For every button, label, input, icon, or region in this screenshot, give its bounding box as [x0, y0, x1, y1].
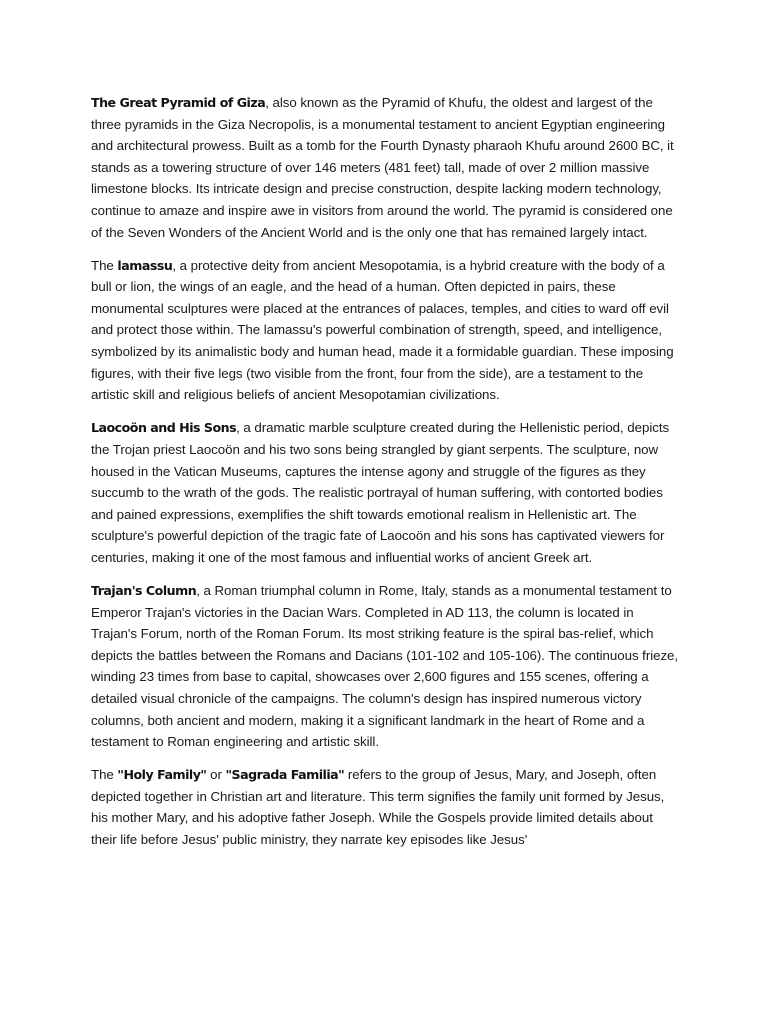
paragraph-text: , a Roman triumphal column in Rome, Italy, stands as a monumental testament to Emperor Trajan's victories in the Dacian Wars. Completed in AD 113, the column is located in Trajan's Forum, north of the Roman Forum. Its most striking feature is the spiral bas-relief, which depicts the battles between the Romans and Dacians (101-102 and 105-106). The continuous frieze, winding 23 times from base to capital, showcases over 2,600 figures and 155 scenes, offering a detailed visual chronicle of the campaigns. The column's design has inspired numerous victory columns, both ancient and modern, making it a significant landmark in the heart of Rome and a testament to Roman engineering and artistic skill.: [91, 582, 679, 750]
paragraph-laocoon: [91, 417, 679, 568]
document-page: [91, 92, 679, 862]
paragraph-text: refers to the group of Jesus, Mary, and Joseph, often depicted together in Christian art and literature. This term signifies the family unit formed by Jesus, his mother Mary, and his adoptive father Joseph. While the Gospels provide limited details about their life before Jesus' public ministry, they narrate key episodes like Jesus': [91, 767, 665, 847]
paragraph-text: , a dramatic marble sculpture created during the Hellenistic period, depicts the Trojan priest Laocoön and his two sons being strangled by giant serpents. The sculpture, now housed in the Vatican Museums, captures the intense agony and struggle of the figures as they succumb to the wrath of the gods. The realistic portrayal of human suffering, with contorted bodies and pained expressions, exemplifies the shift towards emotional realism in Hellenistic art. The sculpture's powerful depiction of the tragic fate of Laocoön and his sons has captivated viewers for centuries, making it one of the most famous and influential works of ancient Greek art.: [91, 420, 670, 565]
term-heading: lamassu: [117, 257, 173, 273]
term-heading: The Great Pyramid of Giza: [91, 95, 266, 110]
paragraph-text: , a protective deity from ancient Mesopotamia, is a hybrid creature with the body of a bull or lion, the wings of an eagle, and the head of a human. Often depicted in pairs, these monumental sculptures were placed at the entrances of palaces, temples, and cities to ward off evil and protect those within. The lamassu's powerful combination of strength, speed, and intelligence, symbolized by its animalistic body and human head, made it a formidable guardian. These imposing figures, with their five legs (two visible from the front, four from the side), are a testament to the artistic skill and religious beliefs of ancient Mesopotamian civilizations.: [91, 257, 674, 403]
paragraph-trajans-column: [91, 580, 679, 753]
paragraph-text: or: [206, 767, 226, 783]
paragraph-text: , also known as the Pyramid of Khufu, the oldest and largest of the three pyramids in the Giza Necropolis, is a monumental testament to ancient Egyptian engineering and architectural prowess. Built as a tomb for the Fourth Dynasty pharaoh Khufu around 2600 BC, it stands as a towering structure of over 146 meters (481 feet) tall, made of over 2 million massive limestone blocks. Its intricate design and precise construction, despite lacking modern technology, continue to amaze and inspire awe in visitors from around the world. The pyramid is considered one of the Seven Wonders of the Ancient World and is the only one that has remained largely intact.: [91, 95, 674, 240]
paragraph-text: The: [91, 767, 118, 783]
term-heading: "Sagrada Familia": [225, 767, 345, 783]
term-heading: "Holy Family": [117, 767, 207, 783]
term-heading: Laocoön and His Sons: [91, 420, 237, 436]
paragraph-lamassu: [91, 255, 679, 406]
paragraph-text: The: [91, 257, 118, 273]
paragraph-holy-family: [91, 764, 679, 850]
paragraph-great-pyramid: [91, 92, 679, 243]
term-heading: Trajan's Column: [91, 582, 197, 598]
